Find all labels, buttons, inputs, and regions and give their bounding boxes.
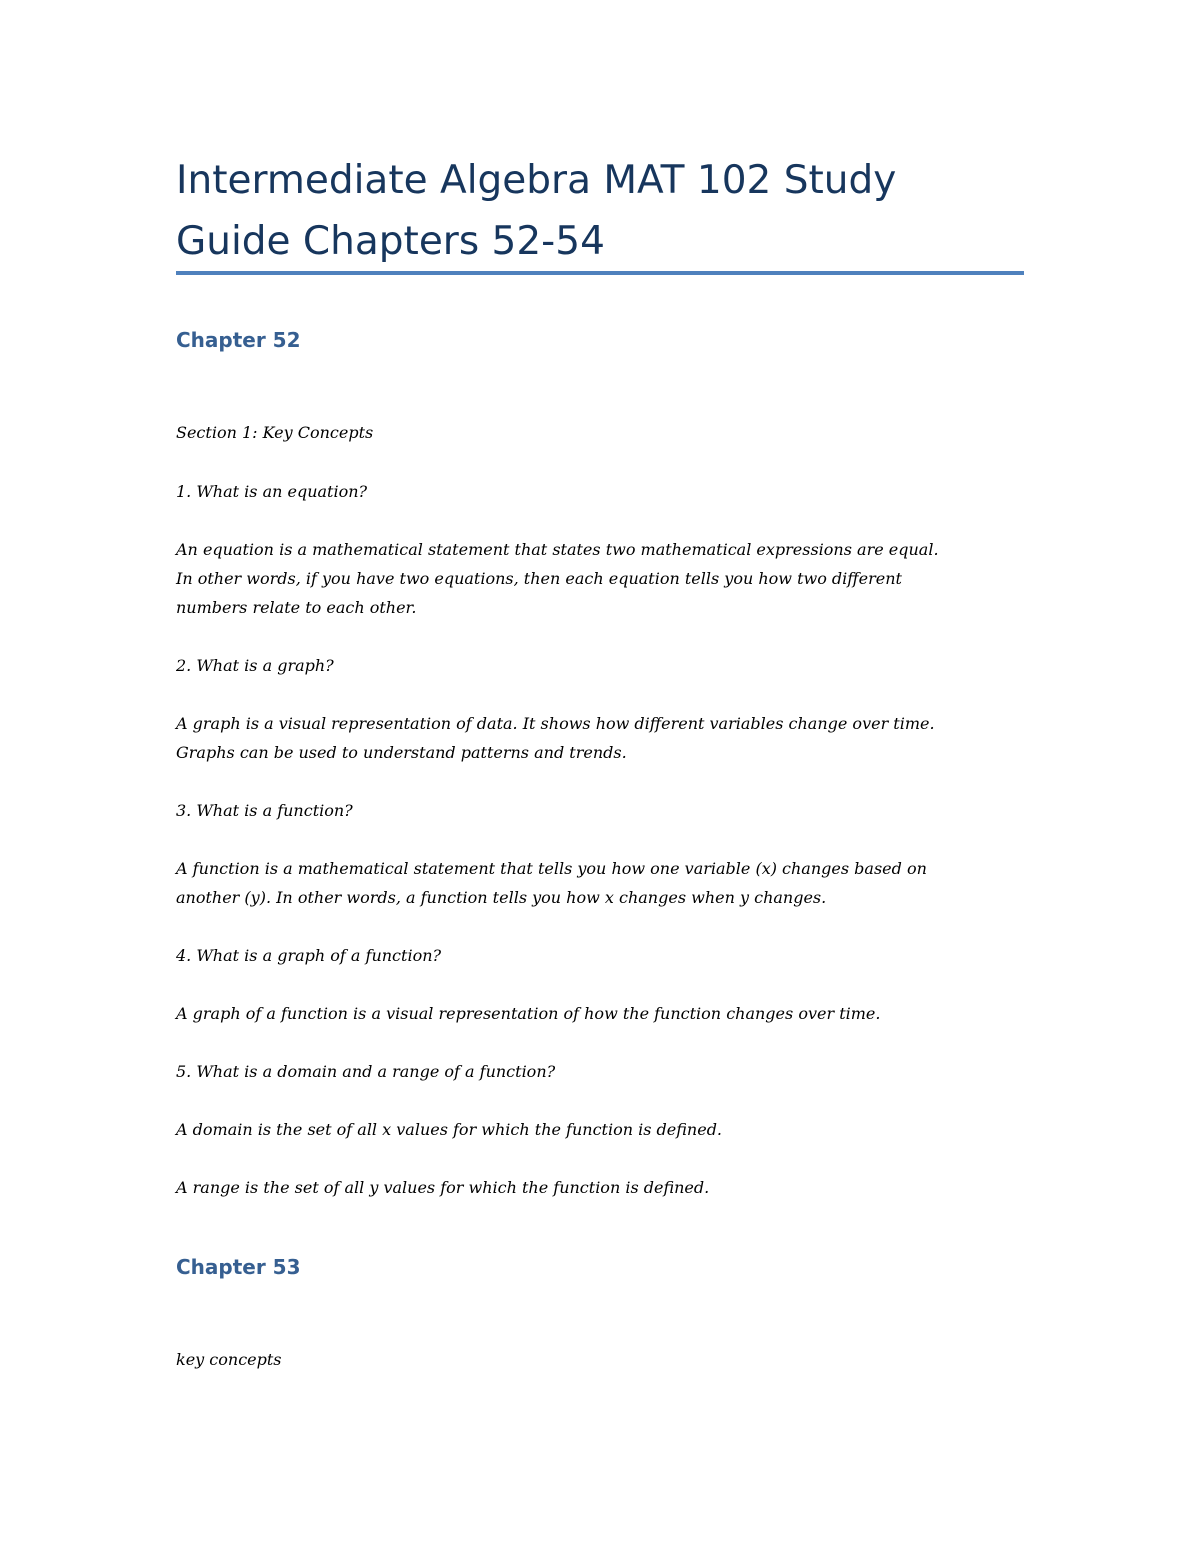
answer-1-line-1: An equation is a mathematical statement that states two mathematical expressions are equal.	[176, 540, 939, 559]
question-5: 5. What is a domain and a range of a function?	[176, 1062, 556, 1081]
chapter-52-heading: Chapter 52	[176, 328, 301, 352]
answer-5-domain: A domain is the set of all x values for which the function is defined.	[176, 1120, 723, 1139]
document-title	[176, 150, 1036, 272]
section-1-label: Section 1: Key Concepts	[176, 423, 374, 442]
document-title-line-1: Intermediate Algebra MAT 102 Study	[176, 158, 897, 203]
question-3: 3. What is a function?	[176, 801, 353, 820]
question-2: 2. What is a graph?	[176, 656, 334, 675]
chapter-53-heading: Chapter 53	[176, 1255, 301, 1279]
answer-1-line-3: numbers relate to each other.	[176, 598, 417, 617]
question-1: 1. What is an equation?	[176, 482, 368, 501]
answer-3-line-1: A function is a mathematical statement that tells you how one variable (x) changes based on	[176, 859, 927, 878]
answer-2-line-1: A graph is a visual representation of data. It shows how different variables change over time.	[176, 714, 935, 733]
answer-1-line-2: In other words, if you have two equations, then each equation tells you how two different	[176, 569, 902, 588]
chapter-53-section-label: key concepts	[176, 1350, 282, 1369]
question-4: 4. What is a graph of a function?	[176, 946, 442, 965]
answer-5-range: A range is the set of all y values for which the function is defined.	[176, 1178, 710, 1197]
document-title-line-2: Guide Chapters 52-54	[176, 219, 605, 264]
title-underline-rule	[176, 271, 1024, 275]
answer-4-line-1: A graph of a function is a visual representation of how the function changes over time.	[176, 1004, 881, 1023]
answer-3-line-2: another (y). In other words, a function tells you how x changes when y changes.	[176, 888, 827, 907]
answer-2-line-2: Graphs can be used to understand patterns and trends.	[176, 743, 627, 762]
